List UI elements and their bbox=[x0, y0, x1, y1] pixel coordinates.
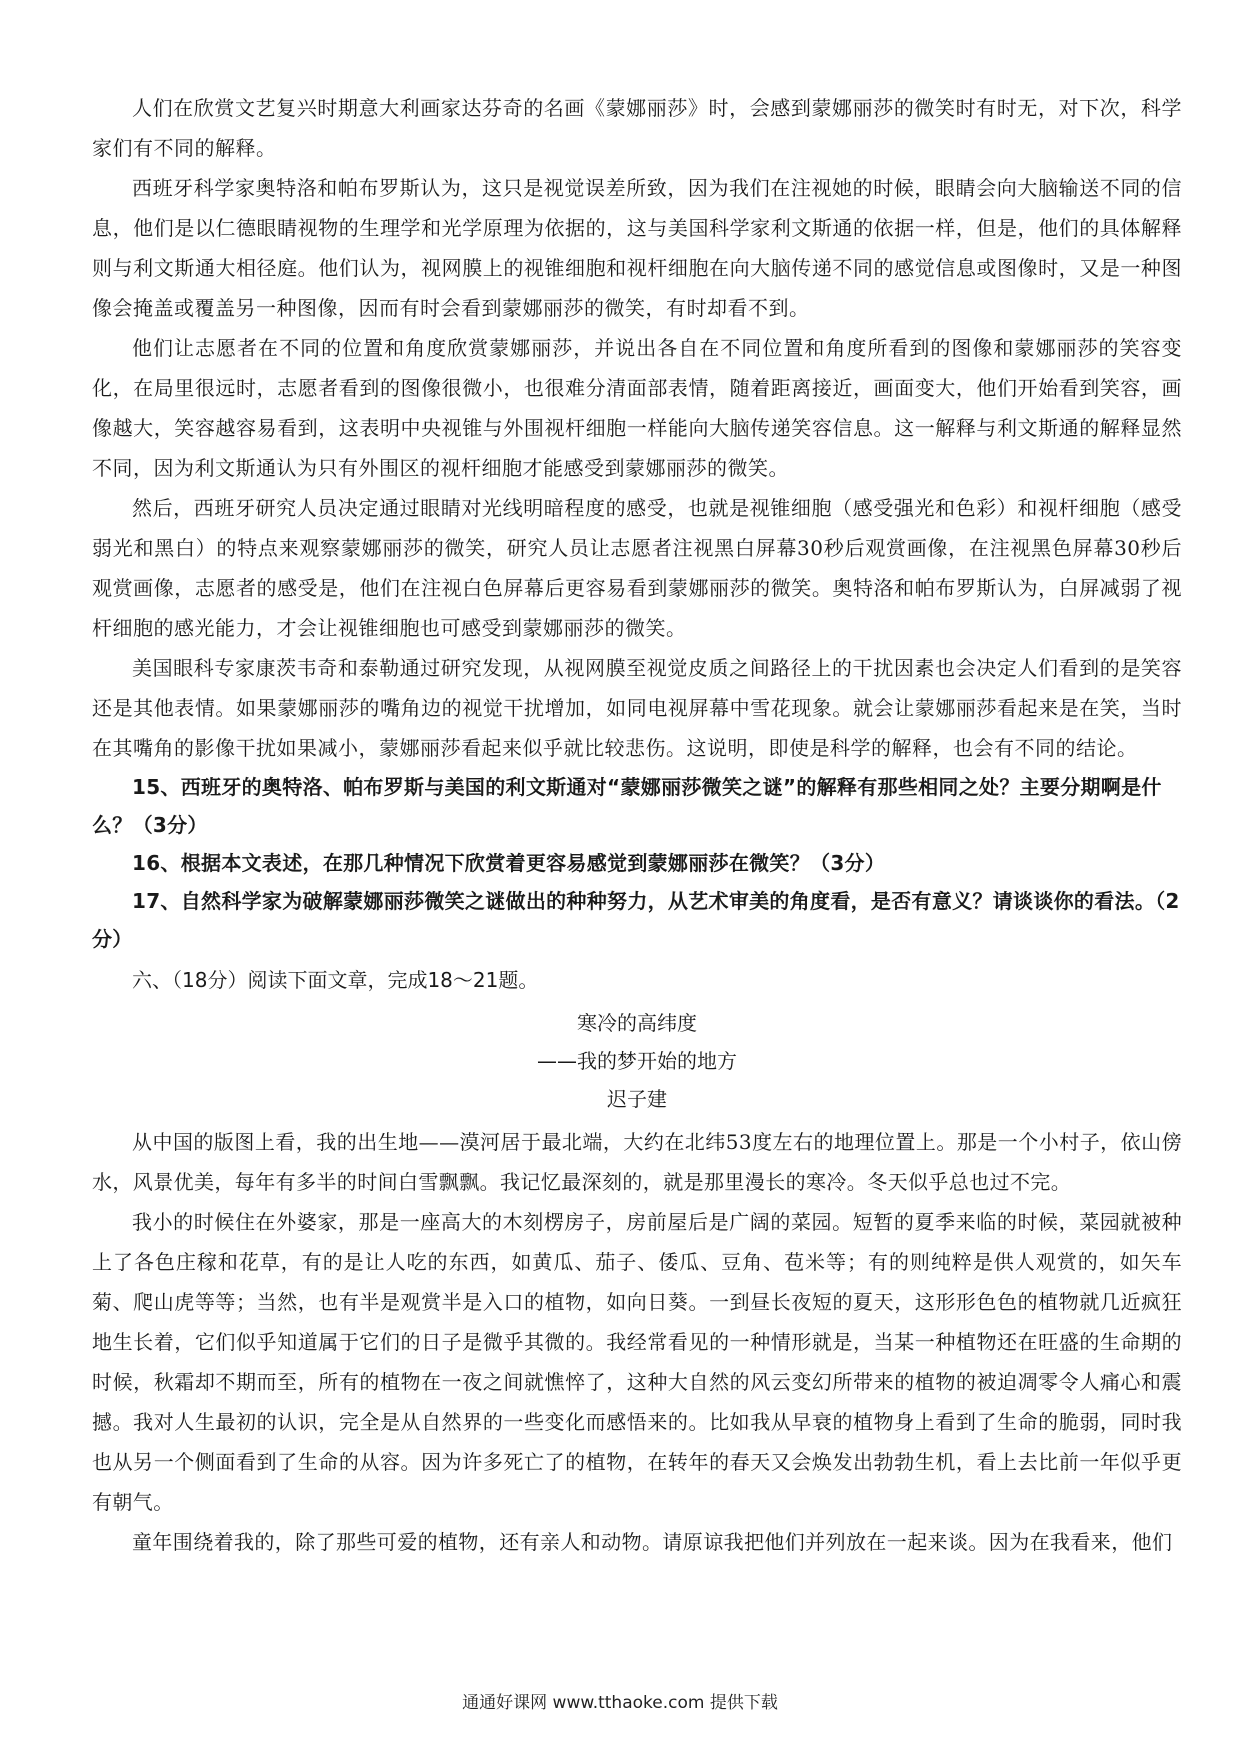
article-paragraph: 他们让志愿者在不同的位置和角度欣赏蒙娜丽莎，并说出各自在不同位置和角度所看到的图像和蒙娜丽莎的笑容变化，在局里很远时，志愿者看到的图像很微小，也很难分清面部表情，随着距离接近，画面变大，他们开始看到笑容，画像越大，笑容越容易看到，这表明中央视锥与外围视杆细胞一样能向大脑传递笑容信息。这一解释与利文斯通的解释显然不同，因为利文斯通认为只有外围区的视杆细胞才能感受到蒙娜丽莎的微笑。 bbox=[92, 336, 1182, 480]
question-17: 17、自然科学家为破解蒙娜丽莎微笑之谜做出的种种努力，从艺术审美的角度看，是否有意义？请谈谈你的看法。（2分） bbox=[92, 889, 1180, 951]
essay-paragraph: 童年围绕着我的，除了那些可爱的植物，还有亲人和动物。请原谅我把他们并列放在一起来谈。因为在我看来，他们 bbox=[132, 1530, 1173, 1554]
section-six-heading: 六、（18分）阅读下面文章，完成18～21题。 bbox=[132, 968, 539, 992]
question-16: 16、根据本文表述，在那几种情况下欣赏着更容易感觉到蒙娜丽莎在微笑？（3分） bbox=[132, 851, 886, 875]
essay-subtitle: ——我的梦开始的地方 bbox=[537, 1049, 737, 1073]
document-content bbox=[92, 88, 1182, 1562]
page-footer: 通通好课网 www.tthaoke.com 提供下载 bbox=[462, 1693, 778, 1713]
article-paragraph: 美国眼科专家康茨韦奇和泰勒通过研究发现，从视网膜至视觉皮质之间路径上的干扰因素也会决定人们看到的是笑容还是其他表情。如果蒙娜丽莎的嘴角边的视觉干扰增加，如同电视屏幕中雪花现象。就会让蒙娜丽莎看起来是在笑，当时在其嘴角的影像干扰如果减小，蒙娜丽莎看起来似乎就比较悲伤。这说明，即使是科学的解释，也会有不同的结论。 bbox=[92, 656, 1182, 760]
article-paragraph: 西班牙科学家奥特洛和帕布罗斯认为，这只是视觉误差所致，因为我们在注视她的时候，眼睛会向大脑输送不同的信息，他们是以仁德眼睛视物的生理学和光学原理为依据的，这与美国科学家利文斯通的依据一样，但是，他们的具体解释则与利文斯通大相径庭。他们认为，视网膜上的视锥细胞和视杆细胞在向大脑传递不同的感觉信息或图像时，又是一种图像会掩盖或覆盖另一种图像，因而有时会看到蒙娜丽莎的微笑，有时却看不到。 bbox=[92, 176, 1182, 320]
question-15: 15、西班牙的奥特洛、帕布罗斯与美国的利文斯通对“蒙娜丽莎微笑之谜”的解释有那些相同之处？主要分期啊是什么？（3分） bbox=[92, 775, 1162, 837]
essay-title: 寒冷的高纬度 bbox=[577, 1011, 697, 1035]
article-paragraph: 然后，西班牙研究人员决定通过眼睛对光线明暗程度的感受，也就是视锥细胞（感受强光和色彩）和视杆细胞（感受弱光和黑白）的特点来观察蒙娜丽莎的微笑，研究人员让志愿者注视黑白屏幕30秒后观赏画像，在注视黑色屏幕30秒后观赏画像，志愿者的感受是，他们在注视白色屏幕后更容易看到蒙娜丽莎的微笑。奥特洛和帕布罗斯认为，白屏减弱了视杆细胞的感光能力，才会让视锥细胞也可感受到蒙娜丽莎的微笑。 bbox=[92, 496, 1182, 640]
article-paragraph: 人们在欣赏文艺复兴时期意大利画家达芬奇的名画《蒙娜丽莎》时，会感到蒙娜丽莎的微笑时有时无，对下次，科学家们有不同的解释。 bbox=[92, 96, 1182, 160]
essay-paragraph: 从中国的版图上看，我的出生地——漠河居于最北端，大约在北纬53度左右的地理位置上。那是一个小村子，依山傍水，风景优美，每年有多半的时间白雪飘飘。我记忆最深刻的，就是那里漫长的寒冷。冬天似乎总也过不完。 bbox=[92, 1130, 1182, 1194]
essay-paragraph: 我小的时候住在外婆家，那是一座高大的木刻楞房子，房前屋后是广阔的菜园。短暂的夏季来临的时候，菜园就被种上了各色庄稼和花草，有的是让人吃的东西，如黄瓜、茄子、倭瓜、豆角、苞米等；有的则纯粹是供人观赏的，如矢车菊、爬山虎等等；当然，也有半是观赏半是入口的植物，如向日葵。一到昼长夜短的夏天，这形形色色的植物就几近疯狂地生长着，它们似乎知道属于它们的日子是微乎其微的。我经常看见的一种情形就是，当某一种植物还在旺盛的生命期的时候，秋霜却不期而至，所有的植物在一夜之间就憔悴了，这种大自然的风云变幻所带来的植物的被迫凋零令人痛心和震撼。我对人生最初的认识，完全是从自然界的一些变化而感悟来的。比如我从早衰的植物身上看到了生命的脆弱，同时我也从另一个侧面看到了生命的从容。因为许多死亡了的植物，在转年的春天又会焕发出勃勃生机，看上去比前一年似乎更有朝气。 bbox=[92, 1210, 1182, 1514]
essay-author: 迟子建 bbox=[607, 1087, 667, 1111]
